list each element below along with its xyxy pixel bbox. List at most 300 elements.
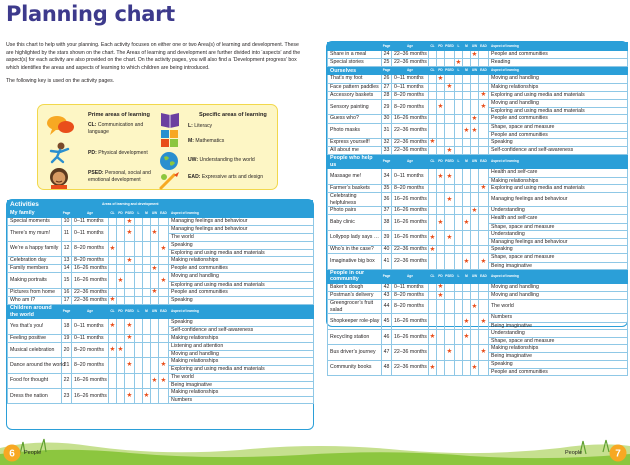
area-cell [463,360,471,375]
area-cell [125,319,135,334]
key-m-code: M [188,138,193,144]
table-row [328,300,628,314]
star-icon: ★ [126,392,133,400]
table-row [8,296,314,304]
area-cell [455,314,463,329]
area-cell [471,51,479,59]
area-cell [455,138,463,146]
column-header-pd: PD [437,269,445,283]
area-cell [445,329,455,344]
area-cell [463,329,471,344]
star-icon: ★ [437,74,444,82]
area-cell [479,300,489,314]
area-cell [479,184,489,192]
area-cell [135,288,143,296]
area-cell [125,342,135,357]
area-cell [445,59,455,67]
key-psed-code: PSED [88,170,102,176]
area-cell [463,75,471,83]
star-icon: ★ [437,103,444,111]
key-ead-code: EAD [188,174,199,180]
area-cell [463,123,471,138]
key-pd-text: Physical development [98,150,148,156]
area-cell [143,373,151,388]
activity-age: 22–36 months [392,51,429,59]
table-row [8,226,314,241]
aspect-cell [489,329,628,344]
column-header-ead: EAD [479,155,489,169]
area-cell [117,388,125,403]
area-cell [463,115,471,123]
area-cell [429,169,437,184]
activity-page: 38 [382,215,392,230]
area-cell [429,51,437,59]
area-cell [455,115,463,123]
aspect-cell [489,193,628,207]
area-cell [463,59,471,67]
area-cell [429,184,437,192]
star-icon: ★ [429,363,436,371]
table-row [8,241,314,256]
area-cell [437,99,445,114]
area-cell [429,292,437,300]
aspect-of-learning: Speaking [171,319,193,326]
area-cell [109,226,117,241]
area-cell [479,314,489,329]
activity-page: 30 [382,115,392,123]
aspect-cell [489,99,628,114]
aspect-cell [489,254,628,269]
activity-name: Yes that’s you! [8,319,62,334]
star-icon: ★ [446,172,453,180]
table-row [8,388,314,403]
area-cell [125,273,135,288]
activity-name: Dance around the world [8,358,62,373]
activity-name: Massage me! [328,169,382,184]
key-psed-text: Personal, social and emotional development [88,170,151,183]
activity-page: 25 [382,59,392,67]
activity-page: 10 [62,218,72,226]
star-icon: ★ [429,233,436,241]
column-header-age: Age [392,43,429,51]
area-cell [479,329,489,344]
aspect-of-learning: Moving and handling [491,99,539,106]
area-cell [117,373,125,388]
area-cell [135,388,143,403]
aspect-of-learning: People and communities [489,131,627,138]
page-number-badge-right [609,444,627,462]
column-header-row [328,43,628,51]
area-cell [109,319,117,334]
area-cell [429,283,437,291]
aspect-of-learning: The world [169,233,313,240]
area-cell [455,254,463,269]
area-cell [455,59,463,67]
key-ead-text: Expressive arts and design [201,174,264,180]
column-header-m: M [463,67,471,75]
column-header-l: L [455,67,463,75]
area-cell [445,115,455,123]
area-cell [437,283,445,291]
area-cell [479,254,489,269]
area-cell [151,241,159,256]
area-cell [159,388,169,403]
activity-page: 24 [382,51,392,59]
activity-name: Recycling station [328,329,382,344]
area-cell [151,218,159,226]
area-cell [437,184,445,192]
activity-name: Who am I? [8,296,62,304]
aspect-of-learning: Managing feelings and behaviour [171,226,248,233]
footer [0,430,630,465]
area-cell [455,292,463,300]
aspect-cell [169,273,314,288]
activity-age: 0–11 months [72,319,109,334]
key-cl-text: Communication and language [88,122,144,135]
area-cell [429,59,437,67]
aspect-cell [489,138,628,146]
area-cell [109,256,117,264]
column-header-page: Page [382,269,392,283]
star-icon: ★ [151,264,158,272]
column-header-cl: CL [429,67,437,75]
column-header-aspect: Aspect of learning [489,269,628,283]
column-header-age: Age [72,305,109,319]
aspect-cell [489,360,628,375]
column-header-psed: PSED [445,269,455,283]
area-cell [159,373,169,388]
activity-name: Family members [8,265,62,273]
area-cell [159,226,169,241]
activities-title: Activities [10,201,39,208]
column-header-cl: CL [109,305,117,319]
activities-table-left [6,199,314,430]
column-header-cl: CL [109,210,117,218]
footer-label-right: People [565,450,583,456]
activity-age: 8–20 months [72,241,109,256]
aspect-of-learning: Exploring and using media and materials [169,281,313,288]
activity-page: 14 [62,265,72,273]
table-row [328,345,628,360]
aspect-of-learning: Managing feelings and behaviour [489,238,627,245]
table-row [8,342,314,357]
column-header-uw: UW [471,43,479,51]
area-cell [437,230,445,245]
area-cell [143,226,151,241]
left-table [7,209,314,404]
area-cell [479,169,489,184]
speech-bubbles-icon [46,114,76,138]
area-cell [479,99,489,114]
area-cell [151,334,159,342]
activity-age: 0–11 months [72,226,109,241]
column-header-ead: EAD [479,269,489,283]
area-cell [471,283,479,291]
activity-name: Celebrating helpfulness [328,193,382,207]
aspect-of-learning: Numbers [169,396,313,403]
column-header-age: Age [392,269,429,283]
key-m: M: Mathematics [188,138,225,144]
activity-page: 39 [382,230,392,245]
star-icon: ★ [429,138,436,146]
area-cell [445,83,455,91]
activity-age: 22–36 months [392,345,429,360]
star-icon: ★ [160,376,167,384]
area-cell [455,99,463,114]
section-header-row [8,305,314,319]
area-cell [479,207,489,215]
area-cell [429,138,437,146]
area-cell [471,123,479,138]
area-cell [117,288,125,296]
activity-age: 22–36 months [392,59,429,67]
table-row [328,83,628,91]
aspect-cell [489,184,628,192]
aspect-of-learning: The world [171,373,194,380]
aspect-of-learning: Speaking [171,241,193,248]
star-icon: ★ [446,146,453,154]
activity-page: 32 [382,138,392,146]
area-cell [429,329,437,344]
star-icon: ★ [455,58,462,66]
activity-name: Feeling positive [8,334,62,342]
activity-age: 8–20 months [72,256,109,264]
activity-page: 13 [62,256,72,264]
section-title: People in our community [328,269,382,283]
aspect-of-learning: People and communities [491,51,548,57]
area-cell [445,193,455,207]
intro-text [6,42,306,91]
section-header-row [328,155,628,169]
column-header-uw: UW [151,305,159,319]
aspect-of-learning: Managing feelings and behaviour [491,196,568,202]
section-title: Children around the world [8,305,62,319]
star-icon: ★ [471,206,478,214]
table-row [328,75,628,83]
area-cell [445,215,455,230]
star-icon: ★ [437,291,444,299]
activity-age: 22–36 months [72,296,109,304]
right-table [327,42,628,376]
aspect-cell [489,115,628,123]
running-child-icon [47,142,73,164]
area-cell [463,215,471,230]
section-title: My family [8,210,62,218]
column-header-ead: EAD [159,305,169,319]
aspect-cell [169,388,314,403]
area-cell [135,265,143,273]
area-cell [445,314,455,329]
area-cell [471,329,479,344]
column-header-m: M [463,269,471,283]
area-cell [117,218,125,226]
area-cell [463,184,471,192]
aspect-of-learning: Managing feelings and behaviour [171,218,248,224]
table-row [328,147,628,155]
activity-name: That’s my foot [328,75,382,83]
column-header-m: M [463,43,471,51]
column-header-page: Page [382,43,392,51]
activity-name: We’re a happy family [8,241,62,256]
activity-name: Share in a meal [328,51,382,59]
intro-paragraph: Use this chart to help with your planning. Each activity focuses on either one or two Area(s) of learning and development. These are highlighted by the stars shown on the chart. The Areas of learning and development are further divided into ‘aspects’ and the aspect(s) for each activity are also provided on the chart. On the activity pages, you will also find a ‘Development progress’ box which identifies the areas and aspects of learning to which children are being introduced. [6,42,301,72]
activity-page: 31 [382,123,392,138]
area-cell [109,218,117,226]
star-icon: ★ [471,363,478,371]
area-cell [445,138,455,146]
table-row [328,329,628,344]
area-cell [455,283,463,291]
star-icon: ★ [471,302,478,310]
aspect-of-learning: Being imaginative [489,322,627,329]
area-cell [471,91,479,99]
aspect-cell [169,334,314,342]
activity-age: 16–26 months [392,115,429,123]
aspect-cell [169,358,314,373]
area-cell [479,59,489,67]
specific-areas-heading: Specific areas of learning [199,112,267,118]
activity-name: Baby clinic [328,215,382,230]
area-cell [437,314,445,329]
key-pd-code: PD [88,150,96,156]
page-number-left: 6 [9,448,15,460]
section-header-row [8,210,314,218]
area-cell [151,373,159,388]
area-cell [437,207,445,215]
aspect-of-learning: Understanding [491,230,525,237]
area-cell [463,83,471,91]
page-number-right: 7 [615,448,621,460]
area-cell [429,99,437,114]
area-cell [429,83,437,91]
area-cell [445,184,455,192]
aspect-of-learning: Listening and attention [171,342,224,349]
star-icon: ★ [463,333,470,340]
area-cell [479,51,489,59]
area-cell [429,300,437,314]
activity-age: 16–26 months [392,230,429,245]
aspect-cell [169,218,314,226]
aspect-of-learning: Health and self-care [491,215,538,222]
area-cell [117,358,125,373]
area-cell [437,59,445,67]
activity-age: 16–26 months [72,273,109,288]
area-cell [125,265,135,273]
activity-page: 26 [382,75,392,83]
key-cl-code: CL [88,122,95,128]
column-header-cl: CL [429,155,437,169]
aspect-of-learning: Speaking [491,360,513,367]
area-cell [109,265,117,273]
area-cell [463,345,471,360]
area-cell [455,51,463,59]
activity-page: 44 [382,300,392,314]
area-cell [143,218,151,226]
column-header-ead: EAD [479,67,489,75]
activity-age: 8–20 months [392,184,429,192]
aspect-of-learning: People and communities [171,288,228,295]
area-cell [463,169,471,184]
aspect-of-learning: Exploring and using media and materials [169,249,313,256]
area-cell [159,319,169,334]
area-cell [471,59,479,67]
area-cell [143,342,151,357]
star-icon: ★ [463,126,470,134]
column-header-pd: PD [117,210,125,218]
area-cell [135,273,143,288]
area-cell [445,230,455,245]
area-cell [445,246,455,254]
area-cell [125,334,135,342]
activity-page: 46 [382,329,392,344]
star-icon: ★ [480,317,487,325]
area-cell [479,193,489,207]
star-icon: ★ [160,276,167,284]
column-header-m: M [143,210,151,218]
paintbrush-icon [158,171,182,191]
area-cell [479,292,489,300]
area-cell [159,342,169,357]
table-row [328,292,628,300]
area-cell [455,147,463,155]
area-cell [159,241,169,256]
area-cell [471,207,479,215]
column-header-m: M [143,305,151,319]
activity-name: Who’s in the case? [328,246,382,254]
area-cell [445,360,455,375]
area-cell [471,115,479,123]
activity-age: 16–26 months [72,265,109,273]
activity-page: 34 [382,169,392,184]
area-cell [117,273,125,288]
area-cell [437,115,445,123]
star-icon: ★ [446,348,453,356]
column-header-page: Page [62,305,72,319]
star-icon: ★ [480,91,487,99]
key-m-text: Mathematics [195,138,225,144]
star-icon: ★ [446,195,453,203]
table-row [8,358,314,373]
area-cell [429,246,437,254]
section-header-row [328,67,628,75]
activity-name: Pictures from home [8,288,62,296]
star-icon: ★ [471,126,478,134]
area-cell [463,138,471,146]
star-icon: ★ [480,184,487,192]
key-ead: EAD: Expressive arts and design [188,174,264,180]
area-cell [437,91,445,99]
aspect-of-learning: Making relationships [171,388,219,395]
activity-age: 22–36 months [392,246,429,254]
aspect-cell [489,75,628,83]
aspect-cell [169,373,314,388]
area-cell [437,75,445,83]
table-row [328,314,628,329]
table-row [328,138,628,146]
area-cell [429,147,437,155]
activity-name: Photo masks [328,123,382,138]
area-cell [437,292,445,300]
activity-name: Postman’s delivery [328,292,382,300]
star-icon: ★ [446,83,453,91]
area-cell [455,184,463,192]
aspect-cell [489,207,628,215]
area-cell [117,241,125,256]
aspect-cell [169,342,314,357]
table-row [328,215,628,230]
activity-name: Accessory baskets [328,91,382,99]
area-cell [437,83,445,91]
